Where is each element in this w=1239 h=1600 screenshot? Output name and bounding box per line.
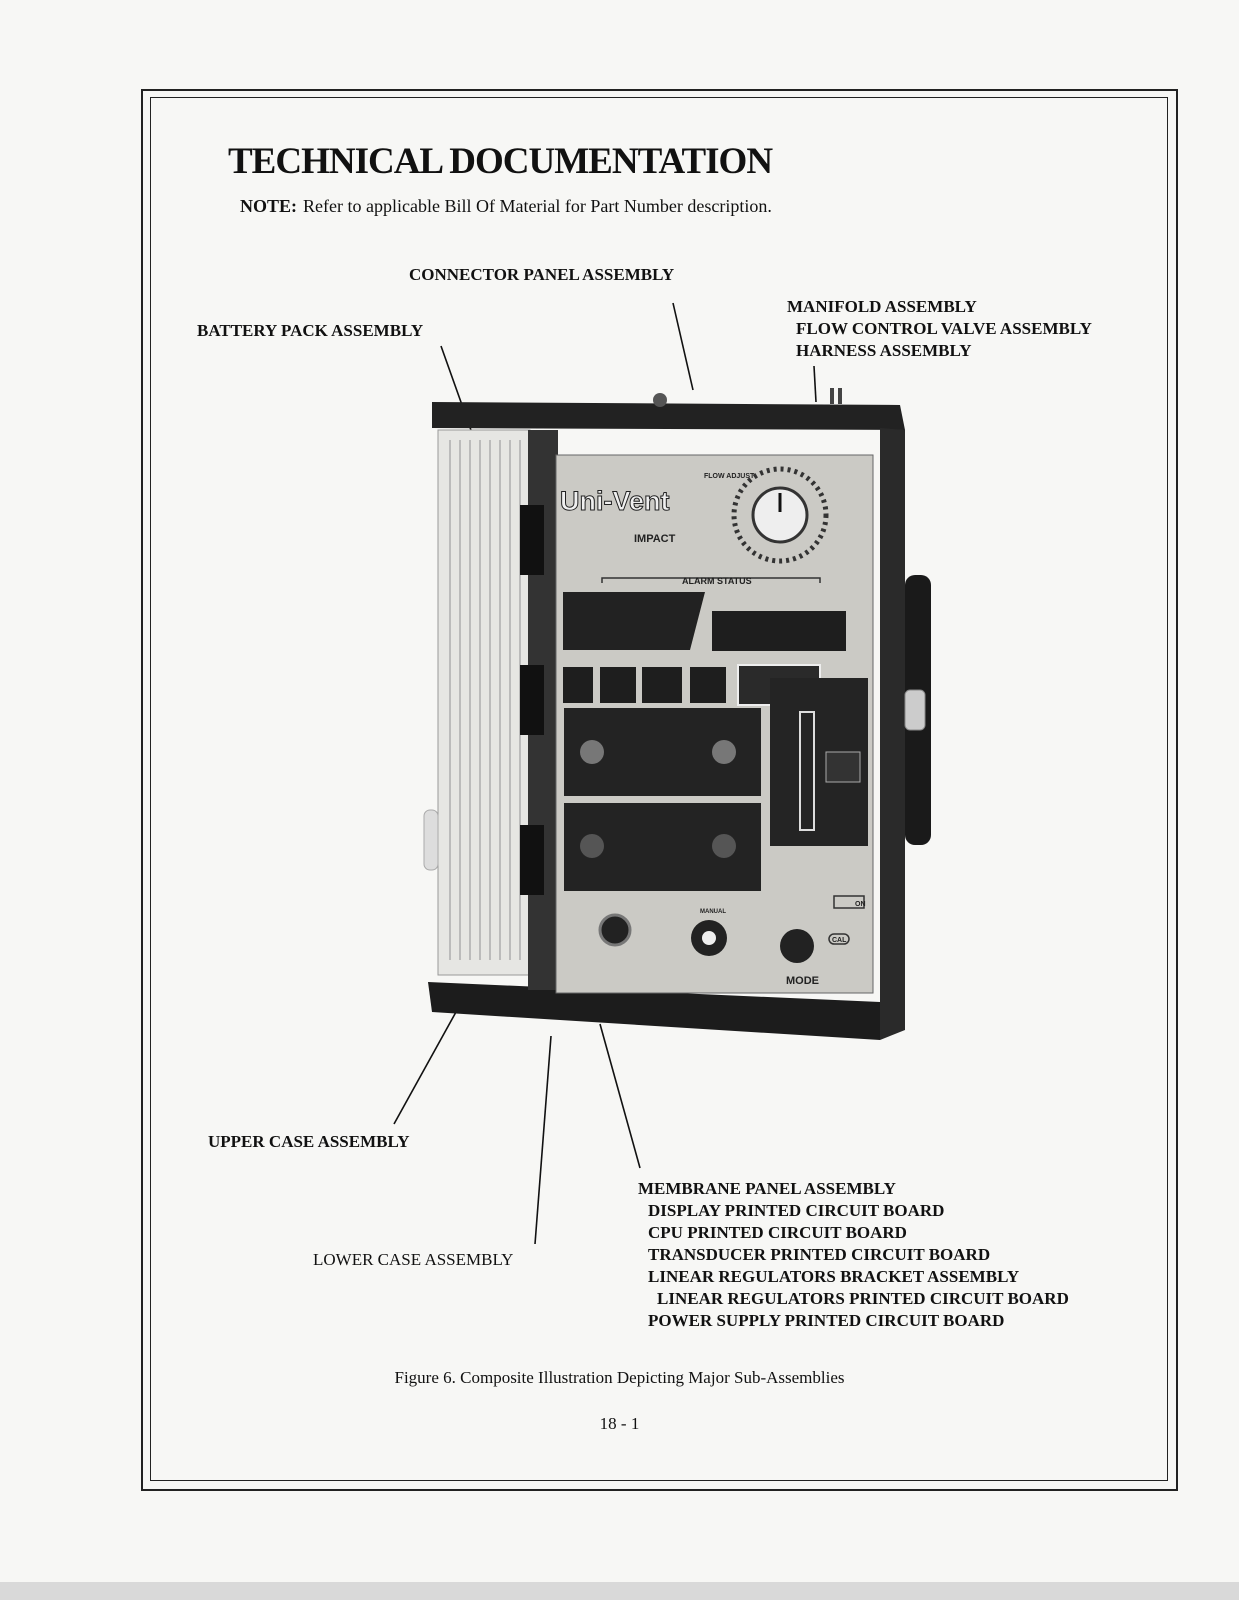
key-1 — [563, 667, 593, 703]
leader-membrane-panel — [600, 1024, 640, 1168]
mode-knob — [780, 929, 814, 963]
cal-label: CAL — [832, 937, 847, 944]
label-harness: HARNESS ASSEMBLY — [796, 341, 972, 360]
mode-label: MODE — [786, 975, 819, 987]
leader-connector-panel — [673, 303, 693, 390]
leader-lower-case — [535, 1036, 551, 1244]
label-cpu-pcb: CPU PRINTED CIRCUIT BOARD — [648, 1223, 907, 1242]
on-label: ON — [855, 901, 866, 908]
connector-knob — [653, 393, 667, 407]
page-number: 18 - 1 — [599, 1414, 640, 1433]
alarm-window-left — [563, 592, 705, 650]
key-4 — [690, 667, 726, 703]
case-top-bar — [432, 402, 905, 430]
label-connector-panel: CONNECTOR PANEL ASSEMBLY — [409, 265, 675, 284]
label-lower-case: LOWER CASE ASSEMBLY — [313, 1250, 514, 1269]
label-flow-control-valve: FLOW CONTROL VALVE ASSEMBLY — [796, 319, 1092, 338]
key-3 — [642, 667, 682, 703]
leader-manifold — [814, 366, 816, 402]
figure-caption: Figure 6. Composite Illustration Depicting Major Sub-Assemblies — [394, 1368, 845, 1387]
rate-knob — [600, 915, 630, 945]
flow-adjust-label: FLOW ADJUST — [704, 473, 755, 480]
label-transducer-pcb: TRANSDUCER PRINTED CIRCUIT BOARD — [648, 1245, 991, 1264]
manual-label: MANUAL — [700, 909, 726, 915]
label-linear-regulators-bracket: LINEAR REGULATORS BRACKET ASSEMBLY — [648, 1267, 1020, 1286]
label-battery-pack: BATTERY PACK ASSEMBLY — [197, 321, 424, 340]
label-upper-case: UPPER CASE ASSEMBLY — [208, 1132, 410, 1151]
leader-upper-case — [394, 1012, 456, 1124]
label-manifold: MANIFOLD ASSEMBLY — [787, 297, 977, 316]
note-label: NOTE: — [240, 196, 298, 216]
device-brand: Uni-Vent — [560, 486, 670, 516]
label-display-pcb: DISPLAY PRINTED CIRCUIT BOARD — [648, 1201, 945, 1220]
key-2 — [600, 667, 636, 703]
alarm-status-label: ALARM STATUS — [682, 576, 752, 586]
label-power-supply-pcb: POWER SUPPLY PRINTED CIRCUIT BOARD — [648, 1311, 1005, 1330]
note-text: Refer to applicable Bill Of Material for Part Number description. — [303, 196, 772, 216]
case-right-rail — [880, 428, 905, 1040]
label-linear-regulators-pcb: LINEAR REGULATORS PRINTED CIRCUIT BOARD — [657, 1289, 1069, 1308]
alarm-window-right — [712, 611, 846, 651]
device-maker: IMPACT — [634, 533, 676, 545]
page-title: TECHNICAL DOCUMENTATION — [228, 141, 773, 182]
label-membrane-panel: MEMBRANE PANEL ASSEMBLY — [638, 1179, 896, 1198]
battery-pack — [424, 430, 530, 975]
